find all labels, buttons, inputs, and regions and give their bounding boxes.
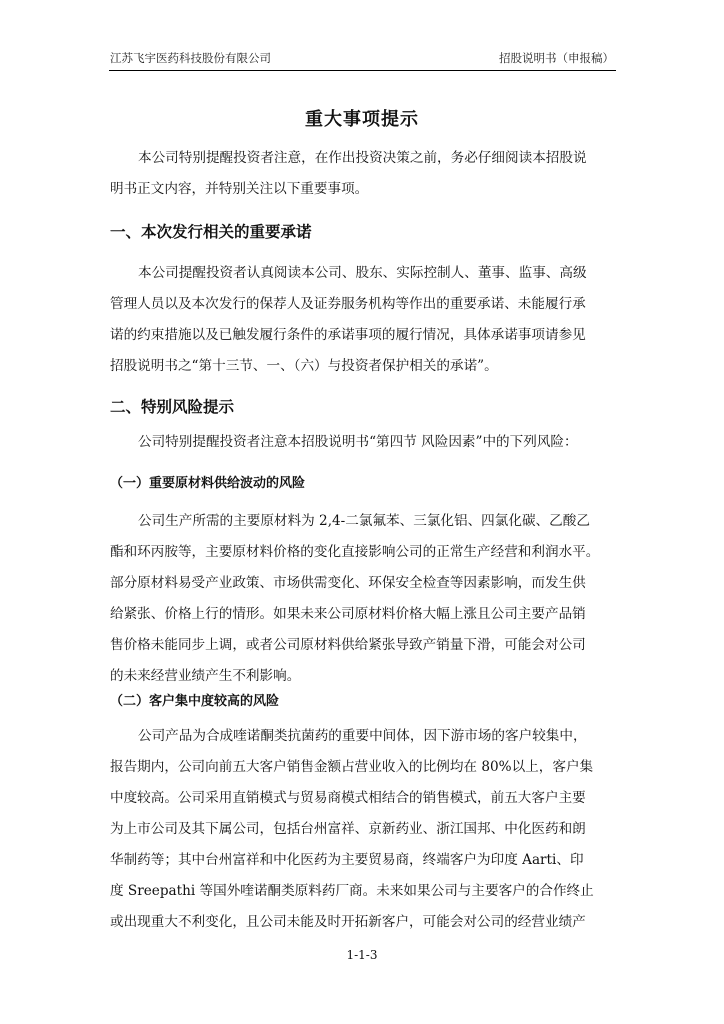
paragraph-line: 本公司提醒投资者认真阅读本公司、股东、实际控制人、董事、监事、高级 (138, 265, 587, 281)
paragraph-line: 公司产品为合成喹诺酮类抗菌药的重要中间体，因下游市场的客户较集中， (138, 728, 587, 744)
risks-intro-paragraph (110, 427, 616, 458)
section-heading-commitments: 一、本次发行相关的重要承诺 (110, 223, 312, 241)
paragraph-line: 公司生产所需的主要原材料为 2,4-二氯氟苯、三氯化铝、四氯化碳、乙酸乙 (138, 513, 590, 529)
paragraph-line: 酯和环丙胺等，主要原材料价格的变化直接影响公司的正常生产经营和利润水平。 (110, 544, 600, 560)
paragraph-line: 或出现重大不利变化，且公司未能及时开拓新客户，可能会对公司的经营业绩产 (110, 914, 586, 930)
paragraph-line: 度 Sreepathi 等国外喹诺酮类原料药厂商。未来如果公司与主要客户的合作终止 (110, 883, 594, 899)
paragraph-line: 的未来经营业绩产生不利影响。 (110, 668, 301, 684)
header-divider (109, 70, 616, 71)
paragraph-line: 华制药等；其中台州富祥和中化医药为主要贸易商，终端客户为印度 Aarti、印 (110, 852, 584, 868)
paragraph-line: 诺的约束措施以及已触发履行条件的承诺事项的履行情况，具体承诺事项请参见 (110, 327, 586, 343)
intro-paragraph (110, 143, 616, 205)
paragraph-line: 给紧张、价格上行的情形。如果未来公司原材料价格大幅上涨且公司主要产品销 (110, 606, 586, 622)
header-company: 江苏飞宇医药科技股份有限公司 (110, 51, 271, 65)
raw-material-paragraph (110, 506, 616, 692)
paragraph-line: 公司特别提醒投资者注意本招股说明书“第四节 风险因素”中的下列风险： (138, 434, 578, 450)
commitments-paragraph (110, 258, 616, 382)
paragraph-line: 售价格未能同步上调，或者公司原材料供给紧张导致产销量下滑，可能会对公司 (110, 637, 586, 653)
paragraph-line: 报告期内，公司向前五大客户销售金额占营业收入的比例均在 80%以上，客户集 (110, 759, 594, 775)
subsection-heading-raw-material: （一）重要原材料供给波动的风险 (110, 476, 306, 491)
section-heading-risks: 二、特别风险提示 (110, 398, 235, 416)
paragraph-line: 中度较高。公司采用直销模式与贸易商模式相结合的销售模式，前五大客户主要 (110, 790, 586, 806)
paragraph-line: 管理人员以及本次发行的保荐人及证券服务机构等作出的重要承诺、未能履行承 (110, 296, 586, 312)
paragraph-line: 招股说明书之“第十三节、一、（六）与投资者保护相关的承诺”。 (110, 358, 498, 374)
paragraph-line: 明书正文内容，并特别关注以下重要事项。 (110, 181, 369, 197)
page-title: 重大事项提示 (305, 109, 419, 130)
paragraph-line: 本公司特别提醒投资者注意，在作出投资决策之前，务必仔细阅读本招股说 (138, 150, 587, 166)
subsection-heading-customer-concentration: （二）客户集中度较高的风险 (110, 694, 280, 709)
paragraph-line: 部分原材料易受产业政策、市场供需变化、环保安全检查等因素影响，而发生供 (110, 575, 586, 591)
page-number: 1-1-3 (346, 948, 378, 962)
paragraph-line: 为上市公司及其下属公司，包括台州富祥、京新药业、浙江国邦、中化医药和朗 (110, 821, 586, 837)
customer-concentration-paragraph (110, 721, 616, 938)
header-doc-type: 招股说明书（申报稿） (499, 51, 614, 65)
